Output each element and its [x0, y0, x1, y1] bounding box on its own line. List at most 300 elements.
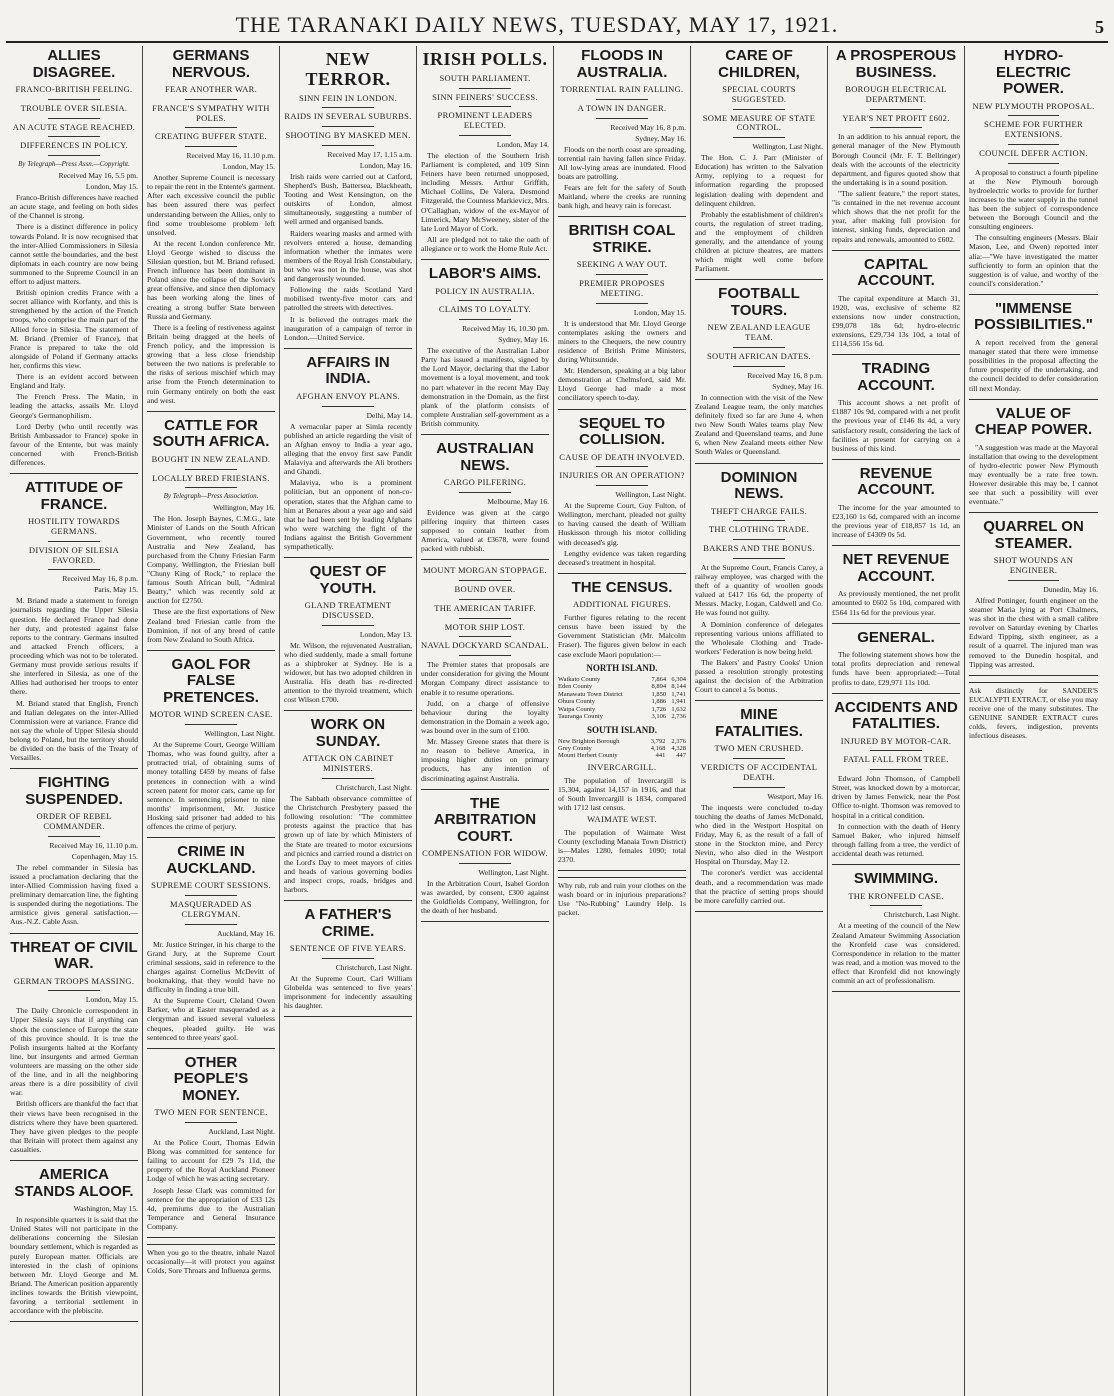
dateline: Auckland, May 16.: [217, 928, 275, 938]
table-cell: 4,168: [650, 744, 666, 752]
dateline: London, May 14.: [496, 139, 549, 149]
article: [284, 50, 412, 349]
article-subheading: BOROUGH ELECTRICAL DEPARTMENT.: [845, 84, 947, 104]
article-subheading: PROMINENT LEADERS ELECTED.: [437, 110, 533, 131]
article-subheading: CLAIMS TO LOYALTY.: [438, 304, 532, 315]
divider-rule: [185, 487, 236, 488]
article-subheading: GERMAN TROOPS MASSING.: [13, 975, 135, 986]
divider-rule: [558, 870, 686, 871]
article: [421, 566, 549, 789]
dateline: Christchurch, Last Night.: [335, 782, 412, 792]
article-subheading: COUNCIL DEFER ACTION.: [979, 147, 1088, 158]
article-subheading: SUPREME COURT SESSIONS.: [151, 880, 271, 891]
article: [147, 48, 275, 412]
table-cell: 2,376: [671, 737, 686, 745]
divider-rule: [10, 1321, 138, 1322]
dateline: Washington, May 15.: [73, 1204, 138, 1214]
article: [832, 48, 960, 251]
article-headline: CRIME IN AUCKLAND.: [166, 843, 256, 877]
divider-rule: [459, 88, 510, 89]
article-headline: AFFAIRS IN INDIA.: [306, 353, 390, 388]
article-subheading: FRANCO-BRITISH FEELING.: [15, 84, 133, 94]
table-cell: 1,741: [671, 690, 686, 698]
divider-rule: [870, 750, 921, 751]
article-subheading: BOUND OVER.: [454, 584, 516, 595]
divider-rule: [185, 469, 236, 470]
paragraph: M. Briand made a statement to foreign journalists regarding the Upper Silesia question. He declared France had done her duty, and protested against false reports to the contrary. Germans insulted and attacked French officers, a proceeding which was not to be tolerated. Germany must provide serious results if she interfered in Silesia, as one of the Allies had authorised her troops to enter there.: [10, 596, 138, 697]
article: [284, 717, 412, 901]
table-cell: Waikato County: [558, 675, 601, 683]
divider-rule: [832, 250, 960, 251]
article-headline: CAPITAL ACCOUNT.: [857, 255, 935, 290]
table-cell: Manawatu Town District: [558, 690, 623, 698]
divider-rule: [558, 409, 686, 410]
article-subheading: NEW PLYMOUTH PROPOSAL.: [972, 100, 1095, 111]
paragraph: At a meeting of the council of the New Zealand Amateur Swimming Association the Kronfeld case was considered. Correspondence in relation to the matter was read, and a motion was moved to the effect that Kronfeld did not knowingly commit an act of professionalism.: [832, 921, 960, 986]
paragraph: The executive of the Australian Labor Party has issued a manifesto, signed by the Lord Mayor, declaring that the Labor movement is a loyal movement, and took no part whatever in the recent May Day demonstration in the Domain, as the first plank of the platform consists of complete Australian self-government as a British community.: [421, 346, 549, 428]
table-row: [558, 738, 686, 745]
column-4: [417, 46, 554, 1396]
article-headline: ACCIDENTS AND FATALITIES.: [834, 698, 958, 733]
divider-rule: [733, 787, 784, 788]
divider-rule: [558, 216, 686, 217]
dateline: Received May 16, 10.30 pm.: [462, 324, 549, 334]
divider-rule: [733, 520, 784, 521]
divider-rule: [596, 466, 647, 467]
paragraph: "A suggestion was made at the Mayoral installation that owing to the development of hydro-electric power New Plymouth may eventually be a rate free town. However desirable this may be, I cannot see that such a possibility will ever eventuate.": [969, 442, 1098, 507]
paragraph: British officers are thankful the fact that their views have been recognised in the districts where they have been quartered. They have given pledges to the people that Britain will protect them against any casualties.: [10, 1099, 138, 1154]
article: [832, 871, 960, 992]
article: [10, 940, 138, 1162]
divider-rule: [185, 895, 236, 896]
paragraph: Judd, on a charge of offensive behaviour during the loyalty demonstration in the Domain a week ago, was bound over in the sum of £100.: [421, 698, 549, 735]
divider-rule: [1008, 115, 1060, 116]
article-subheading: DIFFERENCES IN POLICY.: [20, 140, 128, 151]
table-cell: Mount Herbert County: [558, 752, 618, 760]
article-headline: IRISH POLLS.: [422, 49, 548, 69]
article: [832, 552, 960, 623]
paragraph: Franco-British differences have reached an acute stage, and feeling on both sides of the Channel is strong.: [10, 193, 138, 221]
article: [147, 657, 275, 838]
census-article: [558, 580, 686, 871]
paragraph: The capital expenditure at March 31, 1920, was, exclusive of scheme 82 extensions now under construction, £99,078 18s 6d; hydro-electric extensions, £29,734 13s 10d, a total of £114,556 15s 6d.: [832, 293, 960, 349]
article-subheading: A TOWN IN DANGER.: [577, 102, 667, 113]
divider-rule: [459, 492, 510, 493]
divider-rule: [459, 106, 510, 107]
dateline: Auckland, Last Night.: [208, 1126, 275, 1136]
paragraph: Lord Derby (who until recently was British Ambassador to France) spoke in favour of the Entente, but was mainly concerned with French-British differences.: [10, 421, 138, 468]
article: [832, 700, 960, 866]
paragraph: Fears are felt for the safety of South Maitland, where the creeks are running bank high, and heavy rain is forecast.: [558, 182, 686, 211]
table-cell: 1,726: [651, 705, 667, 713]
article-headline: THE CENSUS.: [571, 578, 673, 596]
paragraph: Mr. Justice Stringer, in his charge to the Grand Jury, at the Supreme Court criminal sessions, said in reference to the charges against Cornelius McDevitt of bookmaking, that they would have no difficulty in finding a true bill.: [147, 939, 275, 995]
table-cell: Tauranga County: [558, 713, 603, 721]
divider-rule: [870, 127, 921, 128]
table-cell: Grey County: [558, 744, 592, 752]
dateline: Dunedin, May 16.: [1043, 584, 1098, 594]
article-subheading: SHOOTING BY MASKED MEN.: [285, 130, 411, 141]
paragraph: The Bakers' and Pastry Cooks' Union passed a resolution strongly protesting against the decision of the Arbitration Court to cancel a 5s bonus.: [695, 657, 823, 695]
article-headline: THE ARBITRATION COURT.: [433, 794, 537, 845]
divider-rule: [832, 991, 960, 992]
table-cell: 1,886: [651, 698, 667, 706]
table-cell: 8,144: [671, 683, 686, 691]
divider-rule: [284, 900, 412, 901]
article-subheading: MOTOR SHIP LOST.: [444, 621, 526, 632]
divider-rule: [322, 107, 373, 108]
divider-rule: [459, 863, 510, 864]
divider-rule: [421, 559, 549, 560]
article-headline: CATTLE FOR SOUTH AFRICA.: [152, 416, 270, 451]
column-2: [143, 46, 280, 1396]
paragraph: The rebel commander in Silesia has issued a proclamation declaring that the inter-Allied Commission having fixed a preliminary demarcation line, the fighting is suspended during the negotiations. The armistice gives general satisfaction.—Aus.-N.Z. Cable Assn.: [10, 862, 138, 927]
dateline: Wellington, May 16.: [213, 503, 275, 513]
table-cell: 1,941: [671, 698, 686, 706]
dateline: London, May 15.: [633, 307, 686, 317]
article-subheading: TWO MEN CRUSHED.: [714, 743, 804, 754]
dateline: Delhi, May 14.: [366, 410, 412, 420]
article-subheading: SINN FEINERS' SUCCESS.: [432, 91, 538, 102]
paragraph: These are the first exportations of New Zealand bred Friesian cattle from the Dominion, if not of any breed of cattle from New Zealand to South Africa.: [147, 607, 275, 644]
divider-rule: [695, 279, 823, 280]
census-table: [558, 676, 686, 721]
table-cell: 6,304: [671, 675, 686, 683]
dateline: Westport, May 16.: [767, 791, 823, 801]
article-subheading: COMPENSATION FOR WIDOW.: [422, 848, 548, 859]
article-subheading: MASQUERADED AS CLERGYMAN.: [170, 898, 252, 919]
credit-line: By Telegraph—Press Association.: [163, 492, 259, 501]
article-subheading: ORDER OF REBEL COMMANDER.: [36, 811, 112, 832]
article: [284, 355, 412, 558]
divider-rule: [969, 512, 1098, 513]
table-row: [558, 683, 686, 690]
divider-rule: [459, 618, 510, 619]
article-headline: NET REVENUE ACCOUNT.: [842, 551, 950, 585]
divider-rule: [733, 137, 784, 138]
paragraph: Floods on the north coast are spreading, torrential rain having fallen since Friday. All low-lying areas are inundated. Flood boats are patrolling.: [558, 144, 686, 181]
divider-rule: [10, 473, 138, 474]
paragraph: A Dominion conference of delegates representing various unions affiliated to the Wholesale Clothing and Trade-workers' Federation is now being held.: [695, 619, 823, 656]
divider-rule: [185, 99, 236, 100]
paragraph: The Sabbath observance committee of the Christchurch Presbytery passed the following resolution: "The committee protests against the practice that has grown up of late by which Ministers of the State are treated to motor excursions and picnics and carried round a district on the Lord's Day to meet mayors of cities and heads of various governing bodies and inspect crops, roads, bridges and harbors.: [284, 793, 412, 895]
divider-rule: [147, 837, 275, 838]
columns: [6, 46, 1108, 1396]
divider-rule: [870, 905, 921, 906]
article-subheading: NEW ZEALAND LEAGUE TEAM.: [707, 322, 811, 343]
article-subheading: CAUSE OF DEATH INVOLVED.: [559, 451, 685, 462]
divider-rule: [48, 99, 99, 100]
divider-rule: [185, 924, 236, 925]
paragraph: Mr. Wilson, the rejuvenated Australian, who died suddenly, made a small fortune as a shipbroker at Sydney. He is a widower, but has two adopted children in Australia. His death has re-directed attention to the thyroid treatment, which cost Wilson £700.: [284, 640, 412, 705]
divider-rule: [596, 274, 647, 275]
article-subheading: AFGHAN ENVOY PLANS.: [296, 390, 400, 401]
divider-rule: [48, 836, 99, 837]
article-headline: AMERICA STANDS ALOOF.: [14, 1166, 134, 1200]
article-headline: HYDRO-ELECTRIC POWER.: [996, 47, 1071, 97]
divider-rule: [832, 354, 960, 355]
article-subheading: VERDICTS OF ACCIDENTAL DEATH.: [700, 762, 818, 782]
article: [695, 48, 823, 280]
article: [421, 796, 549, 923]
divider-rule: [48, 136, 99, 137]
table-cell: 3,792: [650, 737, 666, 745]
article-headline: CARE OF CHILDREN,: [718, 47, 800, 81]
article-subheading: DIVISION OF SILESIA FAVORED.: [28, 544, 120, 565]
divider-rule: [421, 921, 549, 922]
divider-rule: [284, 557, 412, 558]
divider-rule: [322, 126, 373, 127]
article-headline: DOMINION NEWS.: [720, 468, 798, 503]
article: [969, 301, 1098, 400]
article-subheading: INJURIES OR AN OPERATION?: [559, 470, 685, 481]
article-subheading: BAKERS AND THE BONUS.: [703, 543, 815, 554]
article: [558, 416, 686, 574]
paragraph: Raiders wearing masks and armed with revolvers entered a house, demanding information whether the inmates were members of the Royal Irish Constabulary, but who was not in the house, was shot and dangerously wounded.: [284, 228, 412, 284]
article-subheading: SOUTH AFRICAN DATES.: [707, 351, 811, 362]
divider-rule: [695, 911, 823, 912]
column-8: [965, 46, 1102, 1396]
table-row: [558, 676, 686, 683]
paragraph: The income for the year amounted to £23,160 1s 6d, compared with an income the previous year of £18,857 1s 1d, an increase of £4309 0s 5d.: [832, 502, 960, 540]
divider-rule: [185, 146, 236, 147]
article-subheading: HOSTILITY TOWARDS GERMANS.: [27, 516, 121, 536]
advertisement: Why rub, rub and ruin your clothes on the wash board or in injurious preparations? Use "No-Rubbing" Laundry Help. 1s packet.: [558, 877, 686, 917]
dateline: Paris, May 15.: [94, 585, 138, 595]
article-headline: OTHER PEOPLE'S MONEY.: [173, 1053, 249, 1104]
article-headline: SWIMMING.: [853, 870, 939, 888]
article-subheading: FATAL FALL FROM TREE.: [843, 754, 949, 765]
divider-rule: [459, 655, 510, 656]
dateline: Christchurch, Last Night.: [883, 910, 960, 920]
article-headline: GERMANS NERVOUS.: [171, 47, 251, 81]
article: [558, 223, 686, 409]
paragraph: As previously mentioned, the net profit amounted to £602 5s 10d, compared with £564 11s 6d for the previous year.: [832, 589, 960, 617]
article: [284, 564, 412, 711]
divider-rule: [733, 539, 784, 540]
paragraph: A report received from the general manager stated that there were immense possibilities in the proposal affecting the future prosperity of the undertaking, and the council decided to defer consideration till next Monday.: [969, 337, 1098, 393]
table-row: [558, 698, 686, 705]
article-headline: QUEST OF YOUTH.: [309, 563, 387, 597]
page-number: 5: [1095, 17, 1104, 37]
table-cell: 447: [676, 752, 686, 760]
table-row: [558, 706, 686, 713]
dateline: Wellington, Last Night.: [615, 490, 686, 500]
dateline: Melbourne, May 16.: [487, 496, 549, 506]
paragraph: The coroner's verdict was accidental death, and a recommendation was made that the practice of setting props should be more carefully carried out.: [695, 868, 823, 905]
table-row: [558, 691, 686, 698]
article-headline: MINE FATALITIES.: [715, 706, 803, 740]
column-7: [828, 46, 965, 1396]
dateline: Received May 16, 8 p.m.: [610, 122, 686, 132]
article-headline: FOOTBALL TOURS.: [718, 285, 800, 319]
paragraph: All are pledged not to take the oath of allegiance or to work the Home Rule Act.: [421, 234, 549, 253]
paragraph: At the Supreme Court, George William Thomas, who was found guilty, after a protracted trial, of obtaining sums of money totalling £459 by means of false pretences in connection with a wind screen patent for motor cars, came up for sentence. In sentencing prisoner to nine months' imprisonment, Mr. Justice Hosking said prisoner had added to his offences the crime of perjury.: [147, 740, 275, 832]
dateline: Received May 16, 11.10 p.m.: [186, 151, 275, 161]
article-subheading: CREATING BUFFER STATE.: [155, 131, 267, 142]
divider-rule: [596, 118, 647, 119]
dateline: Received May 16, 5.5 pm.: [58, 171, 138, 181]
table-cell: 8,894: [651, 683, 667, 691]
paragraph: Following the raids Scotland Yard mobilised twenty-five motor cars and patrolled the streets with detectives.: [284, 285, 412, 313]
divider-rule: [596, 99, 647, 100]
article-subheading: THE AMERICAN TARIFF.: [434, 602, 536, 613]
divider-rule: [459, 636, 510, 637]
article-headline: "IMMENSE POSSIBILITIES.": [974, 299, 1093, 334]
advertisement: When you go to the theatre, inhale Nazol occasionally—it will protect you against Colds, Sore Throats and Influenza germs.: [147, 1244, 275, 1275]
paragraph: Probably the establishment of children's courts, the regulation of street trading, and the employment of children generally, and the attendance of young children at picture theatres, are matters which might well come before Parliament.: [695, 209, 823, 274]
table-row: [558, 752, 686, 759]
advertisement: Ask distinctly for SANDER'S EUCALYPTI EXTRACT, or else you may receive one of the many substitutes. The GENUINE SANDER EXTRACT cures colds, fevers, indigestion, prevents infectious diseases.: [969, 682, 1098, 740]
divider-rule: [459, 135, 510, 136]
divider-rule: [733, 347, 784, 348]
article-subheading: POLICY IN AUSTRALIA.: [435, 285, 535, 296]
divider-rule: [459, 599, 510, 600]
paragraph: It is believed the outrages mark the inauguration of a campaign of terror in London.—United Service.: [284, 314, 412, 342]
divider-rule: [147, 1048, 275, 1049]
paragraph: At the Supreme Court, Guy Fulton, of Wellington, merchant, pleaded not guilty to having caused the death of William Huskisson through his motor colliding with deceased's gig.: [558, 501, 686, 547]
article: [695, 286, 823, 463]
article-headline: ALLIES DISAGREE.: [32, 47, 116, 81]
credit-line: By Telegraph—Press Assn.—Copyright.: [18, 160, 130, 169]
divider-rule: [322, 145, 373, 146]
table-cell: 3,106: [651, 713, 667, 721]
paragraph: The Hon. Joseph Baynes, C.M.G., late Minister of Lands on the South African Government, who recently toured Australia and New Zealand, has purchased from the Chuny Friesian Farm Company, Wellington, the Friesian bull "Chuny King of Rock," to replace the famous South African bull, "Admiral Beatty," which was recently sold at auction for £2750.: [147, 514, 275, 606]
table-cell: 2,736: [671, 713, 686, 721]
divider-rule: [832, 693, 960, 694]
article-subheading: RAIDS IN SEVERAL SUBURBS.: [284, 111, 412, 122]
column-5: [554, 46, 691, 1396]
article: [421, 441, 549, 560]
paragraph: The following statement shows how the total profits depreciation and renewal funds have been appropriated:—Total profits to date, £29,971 11s 10d.: [832, 650, 960, 687]
divider-rule: [421, 434, 549, 435]
article-subheading: TROUBLE OVER SILESIA.: [20, 102, 128, 113]
article-headline: VALUE OF CHEAP POWER.: [974, 404, 1093, 439]
paragraph: Alfred Pottinger, fourth engineer on the steamer Maria lying at Port Chalmers, was shot in the chest with a small calibre revolver on Saturday evening by Charles Edward Tipping, sixth engineer, as a result of a quarrel. The injured man was removed to the Dunedin hospital, and Tipping was arrested.: [969, 595, 1098, 669]
article-subheading: SOME MEASURE OF STATE CONTROL.: [702, 112, 816, 133]
divider-rule: [421, 259, 549, 260]
table-cell: 441: [655, 752, 666, 760]
article-subheading: SCHEME FOR FURTHER EXTENSIONS.: [984, 119, 1083, 140]
paragraph: Malaviya, who is a prominent politician, but an opponent of non-co-operation, states that the Afghan came to him at Benares about a year ago and said that he had been sent by leading Afghans who were watching the fight of the Indians against the British Government sympathetically.: [284, 478, 412, 552]
paragraph: In connection with the visit of the New Zealand League team, the only matches definitely fixed so far are June 4, when two New South Wales teams play New Zealand and Queensland teams, and June 6, when New Zealand meets either New South Wales or Queensland.: [695, 392, 823, 457]
article-headline: A PROSPEROUS BUSINESS.: [835, 47, 957, 81]
paragraph: The French Press. The Matin, in leading the attacks, assails Mr. Lloyd George's Germanophilism.: [10, 392, 138, 420]
article-subheading: CARGO PILFERING.: [443, 477, 527, 488]
article-subheading: SINN FEIN IN LONDON.: [298, 92, 398, 103]
table-cell: Waipa County: [558, 705, 596, 713]
table-cell: 7,864: [651, 675, 667, 683]
article-subheading: SEEKING A WAY OUT.: [576, 259, 668, 270]
article: [832, 257, 960, 356]
article-headline: BRITISH COAL STRIKE.: [568, 222, 676, 256]
article-subheading: NAVAL DOCKYARD SCANDAL.: [421, 640, 549, 651]
paragraph: This account shows a net profit of £1887 10s 9d, compared with a net profit the previous year of £146 8s 4d, a very satisfactory result, considering the lack of facilities at present for carrying on a business of this kind.: [832, 398, 960, 453]
column-1: [6, 46, 143, 1396]
article-subheading: INVERCARGILL.: [587, 761, 657, 772]
article-subheading: MOUNT MORGAN STOPPAGE.: [423, 565, 547, 576]
table-row: [558, 745, 686, 752]
divider-rule: [870, 769, 921, 770]
paragraph: At the recent London conference Mr. Lloyd George wished to discuss the Silesian question, but M. Briand refused. French influence has been dominant in Poland since the collapse of the Soviet's great offensive, and since then diplomacy has been working along the lines of creating a strong buffer State between Russia and Germany.: [147, 238, 275, 321]
article-headline: A FATHER'S CRIME.: [304, 906, 392, 940]
paragraph: Lengthy evidence was taken regarding deceased's treatment in hospital.: [558, 548, 686, 567]
article-subheading: ATTACK ON CABINET MINISTERS.: [302, 753, 394, 774]
divider-rule: [185, 724, 236, 725]
divider-rule: [969, 675, 1098, 676]
article-subheading: BOUGHT IN NEW ZEALAND.: [151, 453, 271, 464]
article-headline: THREAT OF CIVIL WAR.: [10, 938, 138, 973]
article-headline: AUSTRALIAN NEWS.: [436, 440, 534, 474]
divider-rule: [147, 1237, 275, 1238]
paragraph: In the Arbitration Court, Isabel Gordon was awarded, by consent, £300 against the Goldfields Company, Wellington, for the death of her husband.: [421, 878, 549, 916]
article: [147, 418, 275, 651]
dateline: Wellington, Last Night.: [478, 867, 549, 877]
article-headline: QUARREL ON STEAMER.: [983, 518, 1084, 552]
paragraph: A vernacular paper at Simla recently published an article regarding the visit of an Afghan envoy to India a year ago, alleging that the envoy first saw Pandit Malaviya and afterwards the Ali brothers and Ghandi.: [284, 421, 412, 477]
paragraph: There is a distinct difference in policy towards Poland. It is now recognised that the inter-Allied Commissioners in Silesia cannot settle the boundaries, and the best diplomats in each country are now being summoned to the Supreme Council in an effort to adjust matters.: [10, 222, 138, 287]
divider-rule: [322, 625, 373, 626]
paragraph: "The salient feature," the report states, "is contained in the net revenue account which shows that the net profit for the year, after making full provision for interest, sinking funds, depreciation and repairs and renewals, amounted to £602.: [832, 188, 960, 244]
table-heading: NORTH ISLAND.: [586, 662, 658, 673]
divider-rule: [10, 768, 138, 769]
article: [10, 480, 138, 769]
article: [969, 406, 1098, 514]
divider-rule: [870, 109, 921, 110]
article-headline: REVENUE ACCOUNT.: [857, 464, 935, 499]
article-subheading: LOCALLY BRED FRIESIANS.: [152, 472, 270, 483]
paragraph: There is an evident accord between England and Italy.: [10, 372, 138, 391]
dateline: Received May 17, 1.15 a.m.: [327, 149, 412, 159]
divider-rule: [1008, 163, 1060, 164]
paragraph: Mr. Massey Greene states that there is no reason to believe America, in imposing higher duties on primary products, has any intention of discriminating against Australia.: [421, 737, 549, 783]
table-cell: Eden County: [558, 683, 593, 691]
article-subheading: THE KRONFELD CASE.: [848, 890, 944, 901]
dateline: Copenhagen, May 15.: [71, 851, 138, 861]
article: [10, 48, 138, 474]
paragraph: The Hon. C. J. Parr (Minister of Education) has written to the Salvation Army, replying to a request for information regarding the proposed legislation dealing with dependent and delinquent children.: [695, 153, 823, 208]
table-row: [558, 713, 686, 720]
paragraph: At the Supreme Court, Francis Carey, a railway employee, was charged with the theft of a quantity of woollen goods valued at £417 16s 6d, the property of Messrs. Macky, Logan, Caldwell and Co. He was found not guilty.: [695, 562, 823, 618]
divider-rule: [969, 399, 1098, 400]
article-subheading: PREMIER PROPOSES MEETING.: [579, 278, 665, 298]
divider-rule: [1008, 144, 1060, 145]
divider-rule: [322, 406, 373, 407]
divider-rule: [48, 155, 99, 156]
table-cell: 1,632: [671, 705, 686, 713]
dateline: Received May 16, 11.10 p.m.: [49, 840, 138, 850]
article-subheading: GLAND TREATMENT DISCUSSED.: [304, 600, 392, 620]
divider-rule: [10, 933, 138, 934]
dateline: Sydney, May 16.: [635, 133, 686, 143]
divider-rule: [459, 319, 510, 320]
divider-rule: [832, 864, 960, 865]
divider-rule: [185, 1122, 236, 1123]
divider-rule: [733, 366, 784, 367]
paragraph: There is a feeling of restiveness against Britain being dragged at the heels of French policy, and the impression is growing that a less close friendship between the two nations is preferable to the risks of serious mischief which may arise from the French determination to ruin Germany entirely on both the east and west.: [147, 322, 275, 405]
article-headline: GAOL FOR FALSE PRETENCES.: [163, 655, 259, 706]
paragraph: The population of Invercargill is 15,304, against 14,157 in 1916, and that of South Invercargill is 1834, compared with 1712 last census.: [558, 775, 686, 812]
divider-rule: [421, 789, 549, 790]
paragraph: British opinion credits France with a secret alliance with Korfanty, and this is strengthened by the action of the French troops, who comprise the main part of the Allied force in Silesia. The statement of M. Briand (Premier of France), that France is prepared to take the old alongside of Poland if Germany attacks her, confirms this view.: [10, 288, 138, 371]
table-cell: New Brighton Borough: [558, 737, 620, 745]
paragraph: M. Briand stated that English, French and Italian delegates on the inter-Allied Commission were at variance. France did not say the whole of Upper Silesia should belong to Poland, but the territory should be divided on the basis of the Treaty of Versailles.: [10, 698, 138, 763]
article-subheading: ADDITIONAL FIGURES.: [573, 599, 671, 610]
divider-rule: [48, 990, 99, 991]
divider-rule: [284, 1016, 412, 1017]
divider-rule: [832, 459, 960, 460]
dateline: Sydney, May 16.: [772, 381, 823, 391]
